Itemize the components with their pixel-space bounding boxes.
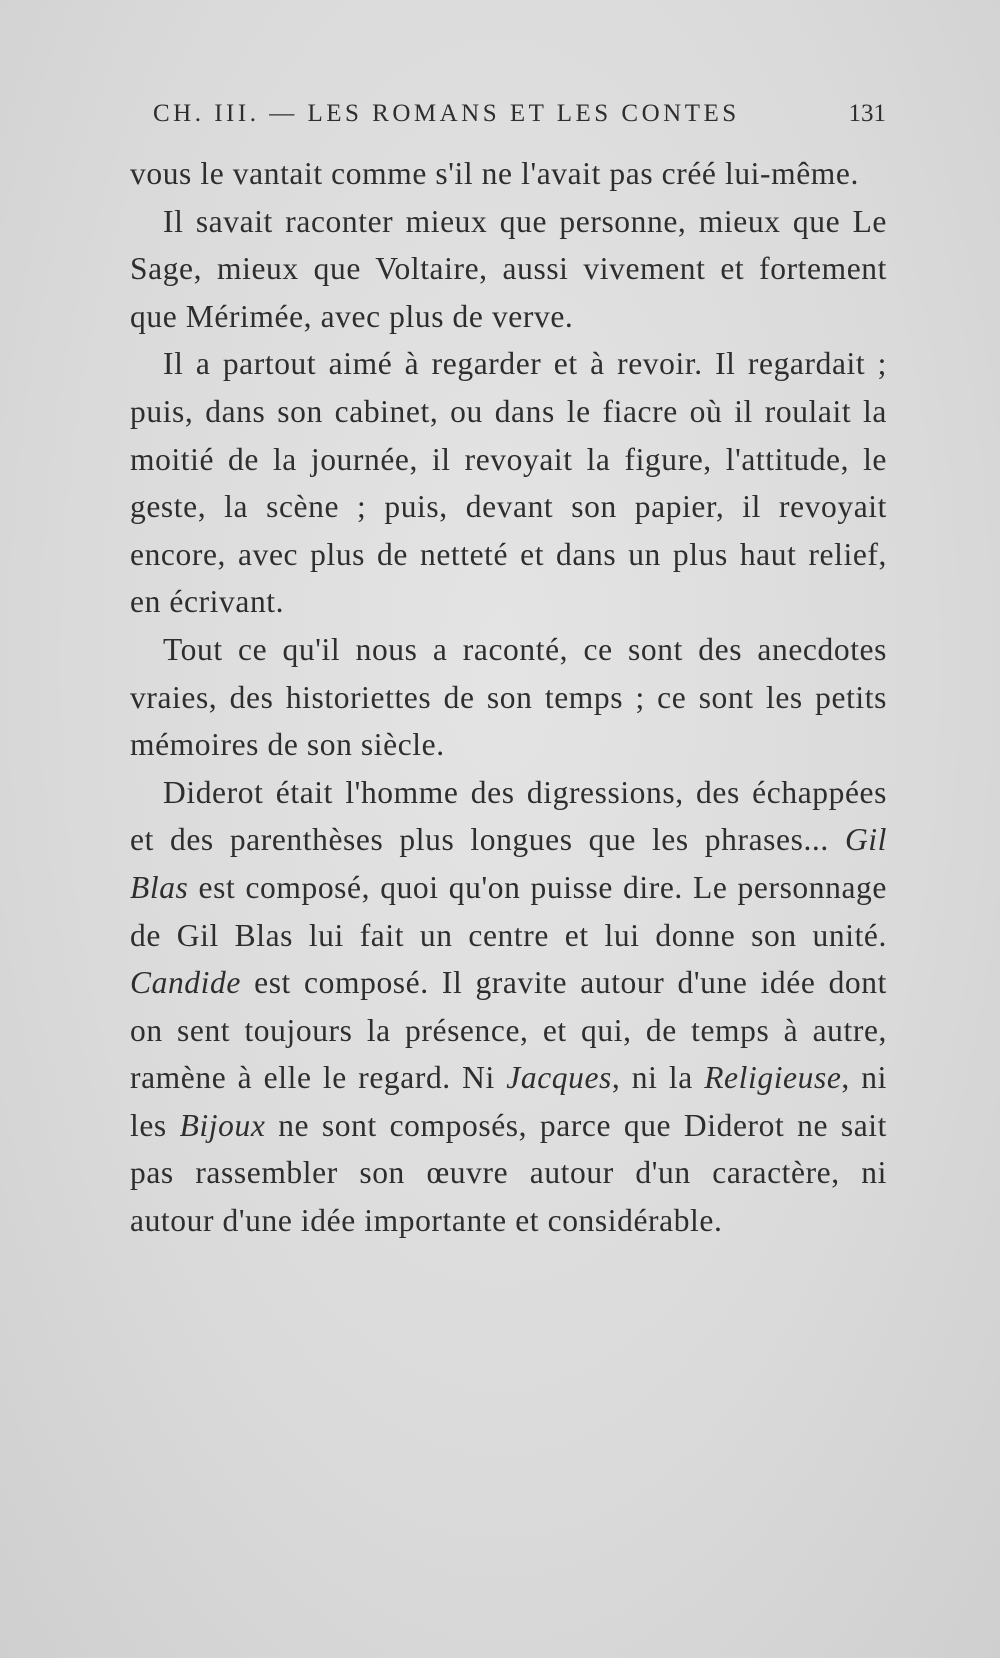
paragraph [130, 626, 887, 769]
running-title: CH. III. — LES ROMANS ET LES CONTES [153, 100, 740, 127]
book-title-jacques: Jacques [506, 1060, 612, 1096]
page-number: 131 [848, 100, 886, 127]
running-header [153, 94, 886, 134]
paragraph [130, 340, 887, 626]
text-run: ne sont composés, parce que Diderot ne sait pas rassembler son œuvre autour d'un caractère, ni autour d'une idée importante et considérable. [130, 1107, 887, 1239]
paragraph-continued [130, 150, 887, 198]
text-run: Diderot était l'homme des digressions, des échappées et des parenthèses plus longues que les phrases... [130, 774, 887, 858]
book-title-gil-blas: Gil Blas [130, 822, 887, 905]
text-run: est composé, quoi qu'on puisse dire. Le personnage de Gil Blas lui fait un centre et lui donne son unité. [130, 869, 887, 953]
book-title-bijoux: Bijoux [179, 1107, 266, 1143]
paragraph [130, 769, 887, 1245]
body-text [130, 150, 887, 1245]
text-run: Il savait raconter mieux que personne, mieux que Le Sage, mieux que Voltaire, aussi vivement et fortement que Mérimée, avec plus de verve. [130, 203, 887, 334]
text-run: vous le vantait comme s'il ne l'avait pas créé lui-même. [130, 156, 859, 191]
paragraph [130, 198, 887, 341]
text-run: , ni la [611, 1060, 705, 1096]
book-title-religieuse: Religieuse [704, 1060, 842, 1096]
text-run: est composé. Il gravite autour d'une idée dont on sent toujours la présence, et qui, de temps à autre, ramène à elle le regard. Ni [130, 965, 887, 1096]
book-title-candide: Candide [130, 965, 241, 1001]
text-run: , ni les [130, 1060, 887, 1143]
text-run: Il a partout aimé à regarder et à revoir. Il regardait ; puis, dans son cabinet, ou dans le fiacre où il roulait la moitié de la journée, il revoyait la figure, l'attitude, le geste, la scène ; puis, devant son papier, il revoyait encore, avec plus de netteté et dans un plus haut relief, en écrivant. [130, 346, 887, 620]
text-run: Tout ce qu'il nous a raconté, ce sont des anecdotes vraies, des historiettes de son temps ; ce sont les petits mémoires de son siècle. [130, 631, 887, 763]
